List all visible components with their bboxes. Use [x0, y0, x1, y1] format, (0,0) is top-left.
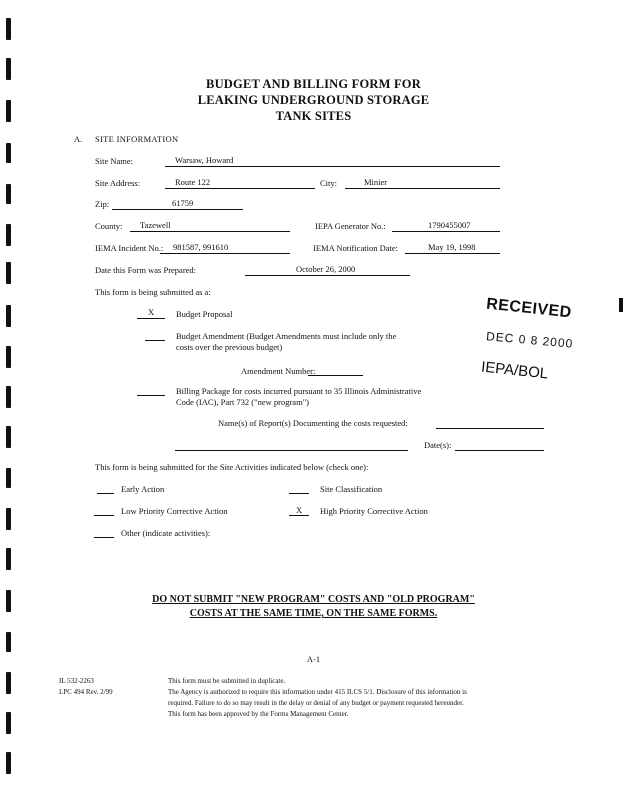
site-name-field[interactable] — [165, 166, 500, 167]
city-field[interactable] — [345, 188, 500, 189]
low-priority-checkbox[interactable] — [94, 515, 114, 516]
county-label: County: — [95, 221, 123, 231]
site-address-label: Site Address: — [95, 178, 141, 188]
received-stamp-date: DEC 0 8 2000 — [485, 329, 574, 351]
zip-value: 61759 — [172, 198, 194, 208]
zip-label: Zip: — [95, 199, 110, 209]
zip-field[interactable] — [112, 209, 243, 210]
early-action-label: Early Action — [121, 484, 165, 494]
billing-package-label-1: Billing Package for costs incurred pursuant to 35 Illinois Administrative — [176, 386, 422, 396]
form-title-line3: TANK SITES — [275, 109, 352, 123]
generator-value: 1790455007 — [428, 220, 471, 230]
incident-value: 981587, 991610 — [173, 242, 229, 252]
footer-code-1: IL 532-2263 — [59, 677, 94, 685]
footer-line-4: This form has been approved by the Forms Management Center. — [168, 710, 349, 718]
other-label: Other (indicate activities): — [121, 528, 211, 538]
received-stamp: RECEIVED — [485, 295, 573, 322]
dates-field[interactable] — [455, 450, 544, 451]
county-field[interactable] — [130, 231, 290, 232]
reports-field-2[interactable] — [175, 450, 408, 451]
reports-field-1[interactable] — [436, 428, 544, 429]
county-value: Tazewell — [140, 220, 171, 230]
notification-field[interactable] — [405, 253, 500, 254]
city-value: Minier — [364, 177, 388, 187]
site-address-field[interactable] — [165, 188, 315, 189]
high-priority-label: High Priority Corrective Action — [320, 506, 428, 516]
budget-amendment-checkbox[interactable] — [145, 340, 165, 341]
budget-proposal-checkbox[interactable] — [137, 318, 165, 319]
page-number: A-1 — [306, 654, 321, 664]
form-title-line2: LEAKING UNDERGROUND STORAGE — [197, 93, 430, 107]
site-classification-label: Site Classification — [320, 484, 383, 494]
billing-package-checkbox[interactable] — [137, 395, 165, 396]
site-classification-checkbox[interactable] — [289, 493, 309, 494]
notification-label: IEMA Notification Date: — [313, 243, 398, 253]
high-priority-mark: X — [296, 505, 303, 515]
form-title-line1: BUDGET AND BILLING FORM FOR — [206, 77, 421, 91]
footer-line-1: This form must be submitted in duplicate. — [168, 677, 286, 685]
prepared-field[interactable] — [245, 275, 410, 276]
footer-code-2: LPC 494 Rev. 2/99 — [59, 688, 113, 696]
city-label: City: — [320, 178, 338, 188]
footer-line-2: The Agency is authorized to require this information under 415 ILCS 5/1. Disclosure of this information is — [168, 688, 467, 696]
warning-line2: COSTS AT THE SAME TIME, ON THE SAME FORMS. — [189, 608, 438, 619]
site-name-value: Warsaw, Howard — [175, 155, 234, 165]
submitted-as-intro: This form is being submitted as a: — [95, 287, 211, 297]
budget-amendment-label-2: costs over the previous budget) — [176, 342, 283, 352]
generator-field[interactable] — [392, 231, 500, 232]
activities-intro: This form is being submitted for the Site Activities indicated below (check one): — [95, 462, 369, 472]
budget-amendment-label-1: Budget Amendment (Budget Amendments must include only the — [176, 331, 397, 341]
reports-label: Name(s) of Report(s) Documenting the costs requested: — [218, 418, 408, 428]
site-name-label: Site Name: — [95, 156, 134, 166]
footer-line-3: required. Failure to do so may result in the delay or denial of any budget or payment requested hereunder. — [168, 699, 464, 707]
budget-proposal-label: Budget Proposal — [176, 309, 233, 319]
incident-field[interactable] — [160, 253, 290, 254]
prepared-label: Date this Form was Prepared: — [95, 265, 197, 275]
site-address-value: Route 122 — [175, 177, 211, 187]
billing-package-label-2: Code (IAC), Part 732 ("new program") — [176, 397, 309, 407]
notification-value: May 19, 1998 — [428, 242, 476, 252]
generator-label: IEPA Generator No.: — [315, 221, 386, 231]
amendment-number-label: Amendment Number: — [241, 366, 316, 376]
dates-label: Date(s): — [424, 440, 452, 450]
high-priority-checkbox[interactable] — [289, 515, 309, 516]
received-stamp-office: IEPA/BOL — [480, 358, 549, 383]
incident-label: IEMA Incident No.: — [95, 243, 164, 253]
early-action-checkbox[interactable] — [97, 493, 114, 494]
warning-line1: DO NOT SUBMIT "NEW PROGRAM" COSTS AND "OLD PROGRAM" — [152, 594, 475, 605]
prepared-value: October 26, 2000 — [296, 264, 356, 274]
section-letter: A. — [74, 134, 83, 144]
low-priority-label: Low Priority Corrective Action — [121, 506, 228, 516]
budget-proposal-mark: X — [148, 307, 155, 317]
amendment-number-field[interactable] — [308, 375, 363, 376]
other-checkbox[interactable] — [94, 537, 114, 538]
section-heading: SITE INFORMATION — [95, 134, 179, 144]
